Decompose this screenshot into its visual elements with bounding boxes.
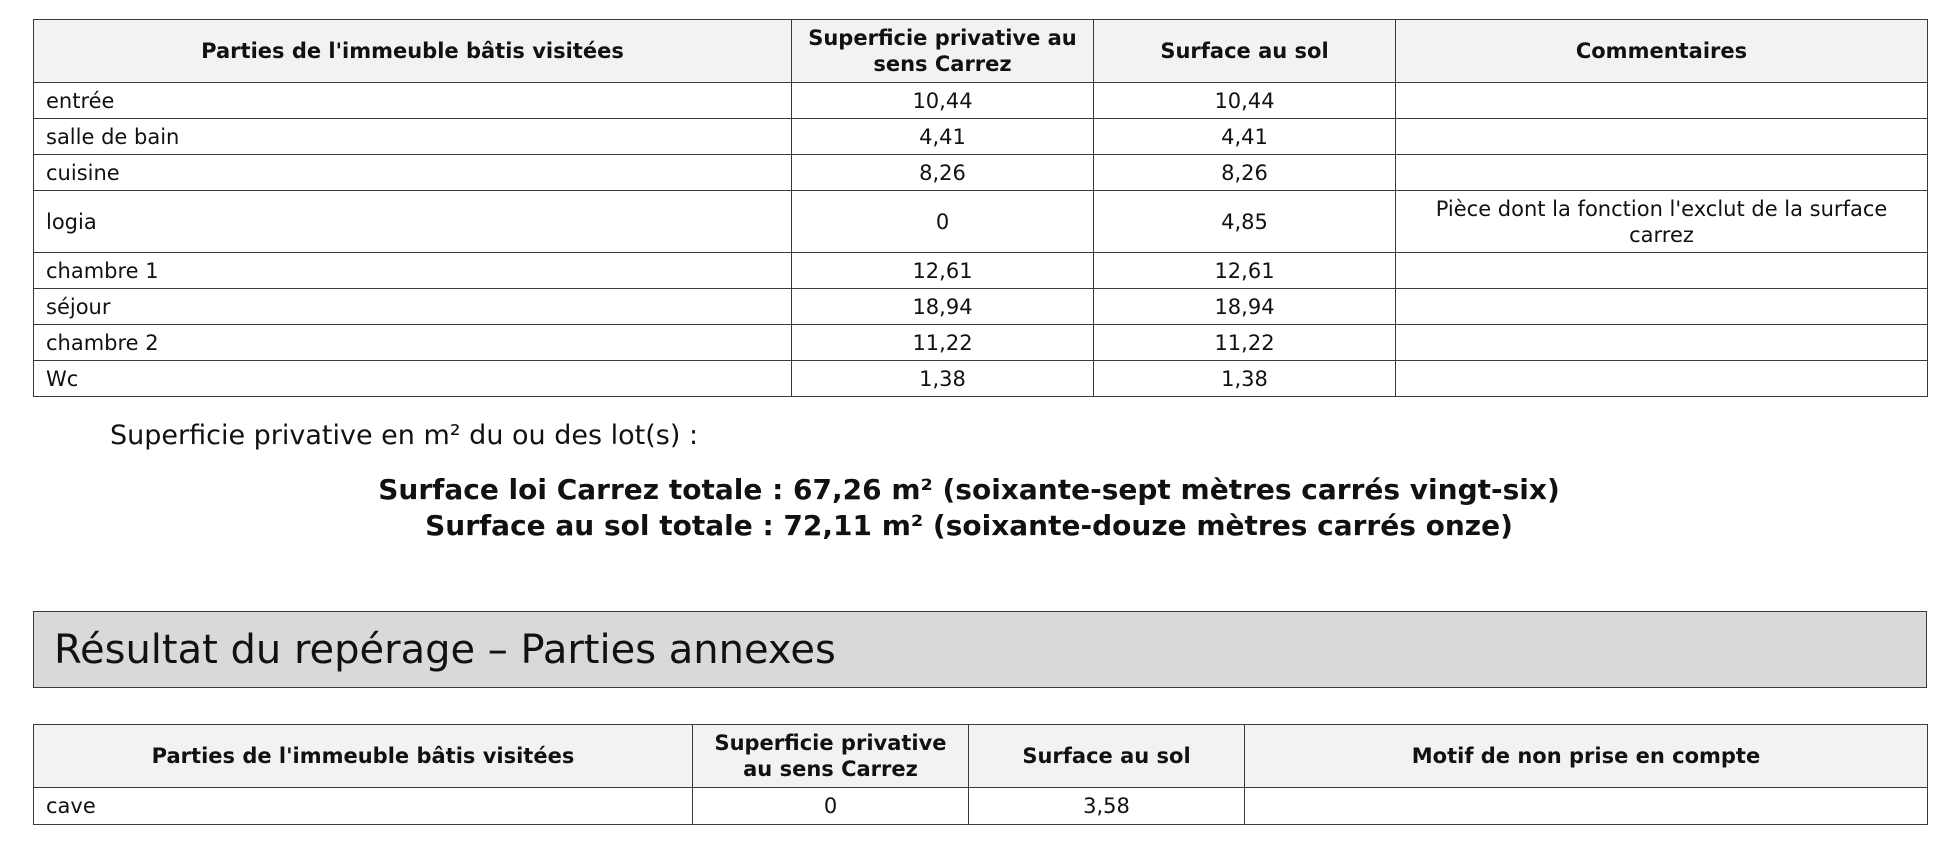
header-motif: Motif de non prise en compte — [1245, 725, 1928, 788]
comment-cell — [1396, 83, 1928, 119]
room-name: chambre 2 — [34, 325, 792, 361]
carrez-value: 18,94 — [792, 289, 1094, 325]
room-name: salle de bain — [34, 119, 792, 155]
room-name: chambre 1 — [34, 253, 792, 289]
header-comments: Commentaires — [1396, 20, 1928, 83]
carrez-value: 8,26 — [792, 155, 1094, 191]
carrez-value: 1,38 — [792, 361, 1094, 397]
rooms-table — [33, 19, 1928, 397]
carrez-value: 12,61 — [792, 253, 1094, 289]
section-title-banner — [33, 611, 1927, 688]
annex-table-header — [34, 725, 1928, 788]
section-title: Résultat du repérage – Parties annexes — [54, 626, 836, 673]
comment-cell — [1396, 289, 1928, 325]
carrez-value: 0 — [792, 191, 1094, 253]
carrez-value: 4,41 — [792, 119, 1094, 155]
motif-cell — [1245, 788, 1928, 825]
header-carrez: Superficie privative au sens Carrez — [792, 20, 1094, 83]
header-surface-sol: Surface au sol — [1094, 20, 1396, 83]
comment-cell — [1396, 325, 1928, 361]
surface-sol-value: 4,85 — [1094, 191, 1396, 253]
table-row — [34, 83, 1928, 119]
header-carrez: Superficie privative au sens Carrez — [693, 725, 969, 788]
surface-sol-value: 3,58 — [969, 788, 1245, 825]
table-row — [34, 325, 1928, 361]
carrez-value: 0 — [693, 788, 969, 825]
superficie-intro: Superficie privative en m² du ou des lot(s) : — [110, 420, 699, 451]
table-row — [34, 361, 1928, 397]
table-row — [34, 289, 1928, 325]
table-row — [34, 119, 1928, 155]
carrez-total: Surface loi Carrez totale : 67,26 m² (soixante-sept mètres carrés vingt-six) — [378, 473, 1560, 506]
carrez-value: 10,44 — [792, 83, 1094, 119]
rooms-table-header — [34, 20, 1928, 83]
surface-sol-total: Surface au sol totale : 72,11 m² (soixante-douze mètres carrés onze) — [425, 509, 1513, 542]
surface-sol-value: 10,44 — [1094, 83, 1396, 119]
header-room: Parties de l'immeuble bâtis visitées — [34, 725, 693, 788]
surface-sol-value: 18,94 — [1094, 289, 1396, 325]
surface-sol-value: 11,22 — [1094, 325, 1396, 361]
surface-sol-value: 1,38 — [1094, 361, 1396, 397]
table-row — [34, 191, 1928, 253]
annex-table — [33, 724, 1928, 825]
room-name: entrée — [34, 83, 792, 119]
comment-cell — [1396, 119, 1928, 155]
table-row — [34, 253, 1928, 289]
comment-cell — [1396, 361, 1928, 397]
room-name: cave — [34, 788, 693, 825]
header-room: Parties de l'immeuble bâtis visitées — [34, 20, 792, 83]
comment-cell — [1396, 155, 1928, 191]
surface-sol-value: 4,41 — [1094, 119, 1396, 155]
room-name: logia — [34, 191, 792, 253]
comment-cell: Pièce dont la fonction l'exclut de la surface carrez — [1396, 191, 1928, 253]
comment-cell — [1396, 253, 1928, 289]
surface-totals — [0, 472, 1938, 544]
room-name: cuisine — [34, 155, 792, 191]
surface-sol-value: 8,26 — [1094, 155, 1396, 191]
room-name: Wc — [34, 361, 792, 397]
table-row — [34, 788, 1928, 825]
room-name: séjour — [34, 289, 792, 325]
surface-sol-value: 12,61 — [1094, 253, 1396, 289]
header-surface-sol: Surface au sol — [969, 725, 1245, 788]
carrez-value: 11,22 — [792, 325, 1094, 361]
table-row — [34, 155, 1928, 191]
